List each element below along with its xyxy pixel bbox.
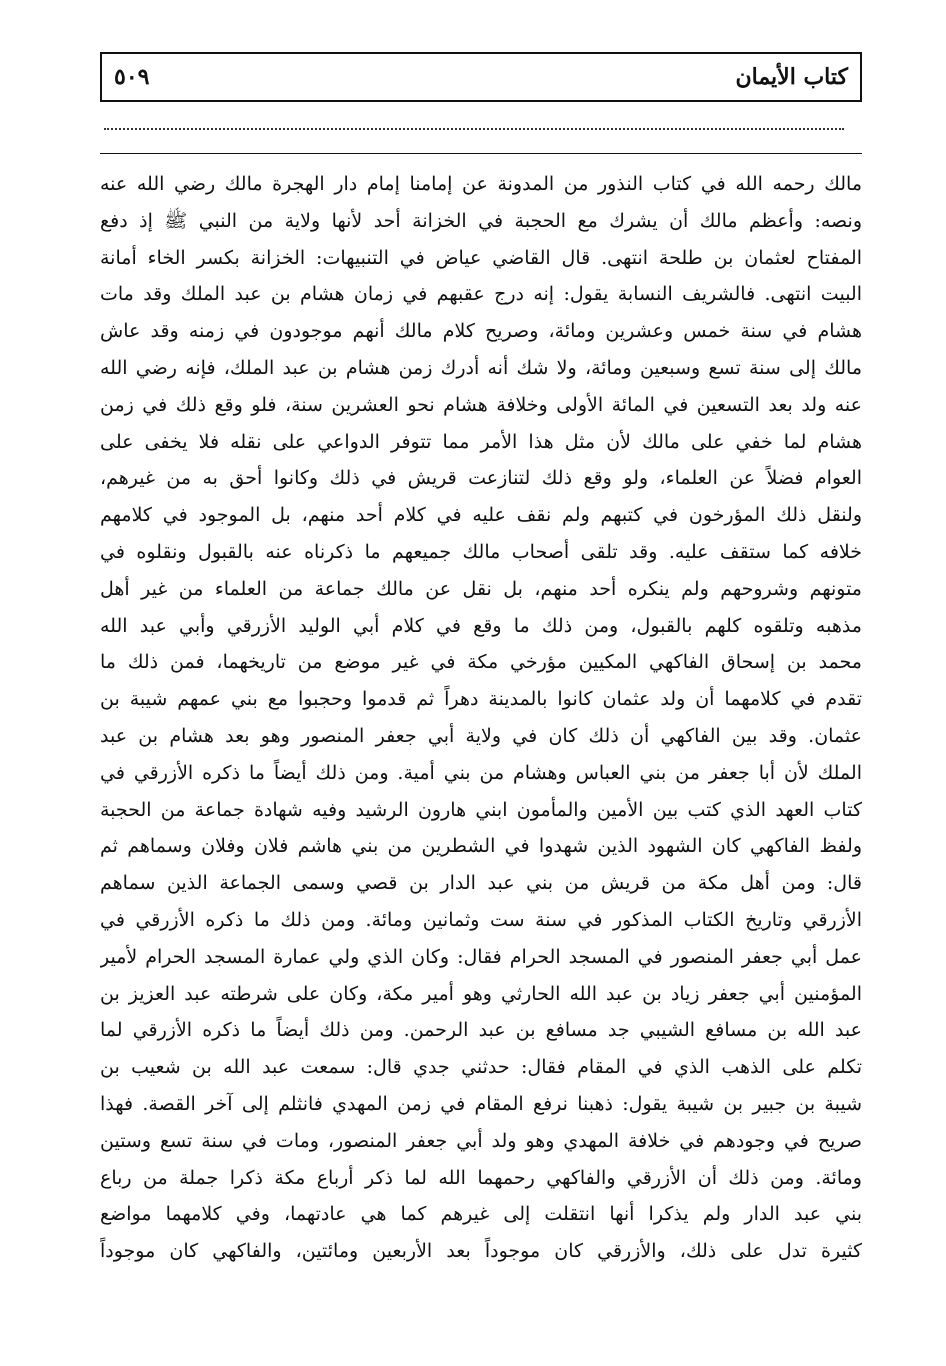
text-line: عثمان. وقد بين الفاكهي أن ذلك كان في ولاية أبي جعفر المنصور وهو بعد هشام بن عبد	[100, 724, 862, 747]
text-line: ولنقل ذلك المؤرخون في كتبهم ولم نقف عليه في كلام أحد منهم، بل الموجود في كلامهم	[100, 504, 862, 527]
body-text	[100, 166, 862, 1270]
text-line: عبد الله بن مسافع الشيبي جد مسافع بن عبد الرحمن. ومن ذلك أيضاً ما ذكره الأزرقي لما	[100, 1019, 862, 1042]
text-line: تقدم في كلامهما أن ولد عثمان كانوا بالمدينة دهراً ثم قدموا وحجبوا مع بني عمهم شيبة بن	[100, 688, 862, 711]
text-line: العوام فضلاً عن العلماء، ولو وقع ذلك لتنازعت قريش في ذلك وكانوا أحق به من غيرهم،	[100, 467, 862, 490]
page-number: ٥٠٩	[114, 64, 150, 90]
text-line: متونهم وشروحهم ولم ينكره أحد منهم، بل نقل عن مالك جماعة من العلماء من غير أهل	[100, 577, 862, 600]
text-line: هشام لما خفي على مالك لأن مثل هذا الأمر مما تتوفر الدواعي على نقله فلا يخفى على	[100, 430, 862, 453]
text-line: كتاب العهد الذي كتب بين الأمين والمأمون ابني هارون الرشيد وفيه شهادة جماعة من الحجبة	[100, 798, 862, 821]
text-line: بني عبد الدار ولم يذكرا أنها انتقلت إلى غيرهم كما هي عادتهما، وفي كلامهما مواضع	[100, 1203, 862, 1226]
text-line: مذهبه وتلقوه كلهم بالقبول، ومن ذلك ما وقع في كلام أبي الوليد الأزرقي وأبي عبد الله	[100, 614, 862, 637]
text-line: خلافه كما ستقف عليه. وقد تلقى أصحاب مالك جميعهم ما ذكرناه عنه بالقبول ونقلوه في	[100, 540, 862, 563]
text-line: الملك لأن أبا جعفر من بني العباس وهشام من بني أمية. ومن ذلك أيضاً ما ذكره الأزرقي في	[100, 761, 862, 784]
text-line: البيت انتهى. فالشريف النسابة يقول: إنه درج عقبهم في زمان هشام بن عبد الملك وقد مات	[100, 283, 862, 306]
text-line: ونصه: وأعظم مالك أن يشرك مع الحجبة في الخزانة أحد لأنها ولاية من النبي ﷺ إذ دفع	[100, 209, 862, 232]
text-line: قال: ومن أهل مكة من قريش من بني عبد الدار بن قصي وسمى الجماعة الذين سماهم	[100, 872, 862, 895]
dotted-separator	[104, 128, 844, 130]
book-title: كتاب الأيمان	[735, 64, 848, 90]
text-line: عمل أبي جعفر المنصور في المسجد الحرام فقال: وكان الذي ولي عمارة المسجد الحرام لأمير	[100, 945, 862, 968]
text-line: تكلم على الذهب الذي في المقام فقال: حدثني جدي قال: سمعت عبد الله بن شعيب بن	[100, 1056, 862, 1079]
text-line: ولفظ الفاكهي كان الشهود الذين شهدوا في الشطرين من بني هاشم فلان وفلان وسماهم ثم	[100, 835, 862, 858]
text-line: مالك إلى سنة تسع وسبعين ومائة، ولا شك أنه أدرك زمن هشام بن عبد الملك، فإنه رضي الله	[100, 356, 862, 379]
text-line: كثيرة تدل على ذلك، والأزرقي كان موجوداً بعد الأربعين ومائتين، والفاكهي كان موجوداً	[100, 1240, 862, 1263]
text-line: المفتاح لعثمان بن طلحة انتهى. قال القاضي عياض في التنبيهات: الخزانة بكسر الخاء أمانة	[100, 246, 862, 269]
header-rule	[100, 153, 862, 154]
running-header	[100, 52, 862, 102]
text-line: عنه ولد بعد التسعين في المائة الأولى وخلافة هشام نحو العشرين سنة، فلو وقع ذلك في زمن	[100, 393, 862, 416]
text-line: مالك رحمه الله في كتاب النذور من المدونة عن إمامنا إمام دار الهجرة مالك رضي الله عنه	[100, 173, 862, 195]
text-line: الأزرقي وتاريخ الكتاب المذكور في سنة ست وثمانين ومائة. ومن ذلك ما ذكره الأزرقي في	[100, 908, 862, 931]
text-line: ومائة. ومن ذلك أن الأزرقي والفاكهي رحمهما الله لما ذكر أرباع مكة ذكرا جملة من رباع	[100, 1166, 862, 1189]
text-line: هشام في سنة خمس وعشرين ومائة، وصريح كلام مالك أنهم موجودون في زمنه وقد عاش	[100, 320, 862, 343]
text-line: المؤمنين أبي جعفر زياد بن عبد الله الحارثي وهو أمير مكة، وكان على شرطته عبد العزيز بن	[100, 982, 862, 1005]
text-line: محمد بن إسحاق الفاكهي المكيين مؤرخي مكة في غير موضع من تاريخهما، فمن ذلك ما	[100, 651, 862, 674]
text-line: شيبة بن جبير بن شيبة يقول: ذهبنا نرفع المقام في زمن المهدي فانثلم إلى آخر القصة. فهذا	[100, 1092, 862, 1115]
text-line: صريح في وجودهم في خلافة المهدي وهو ولد أبي جعفر المنصور، ومات في سنة تسع وستين	[100, 1129, 862, 1152]
